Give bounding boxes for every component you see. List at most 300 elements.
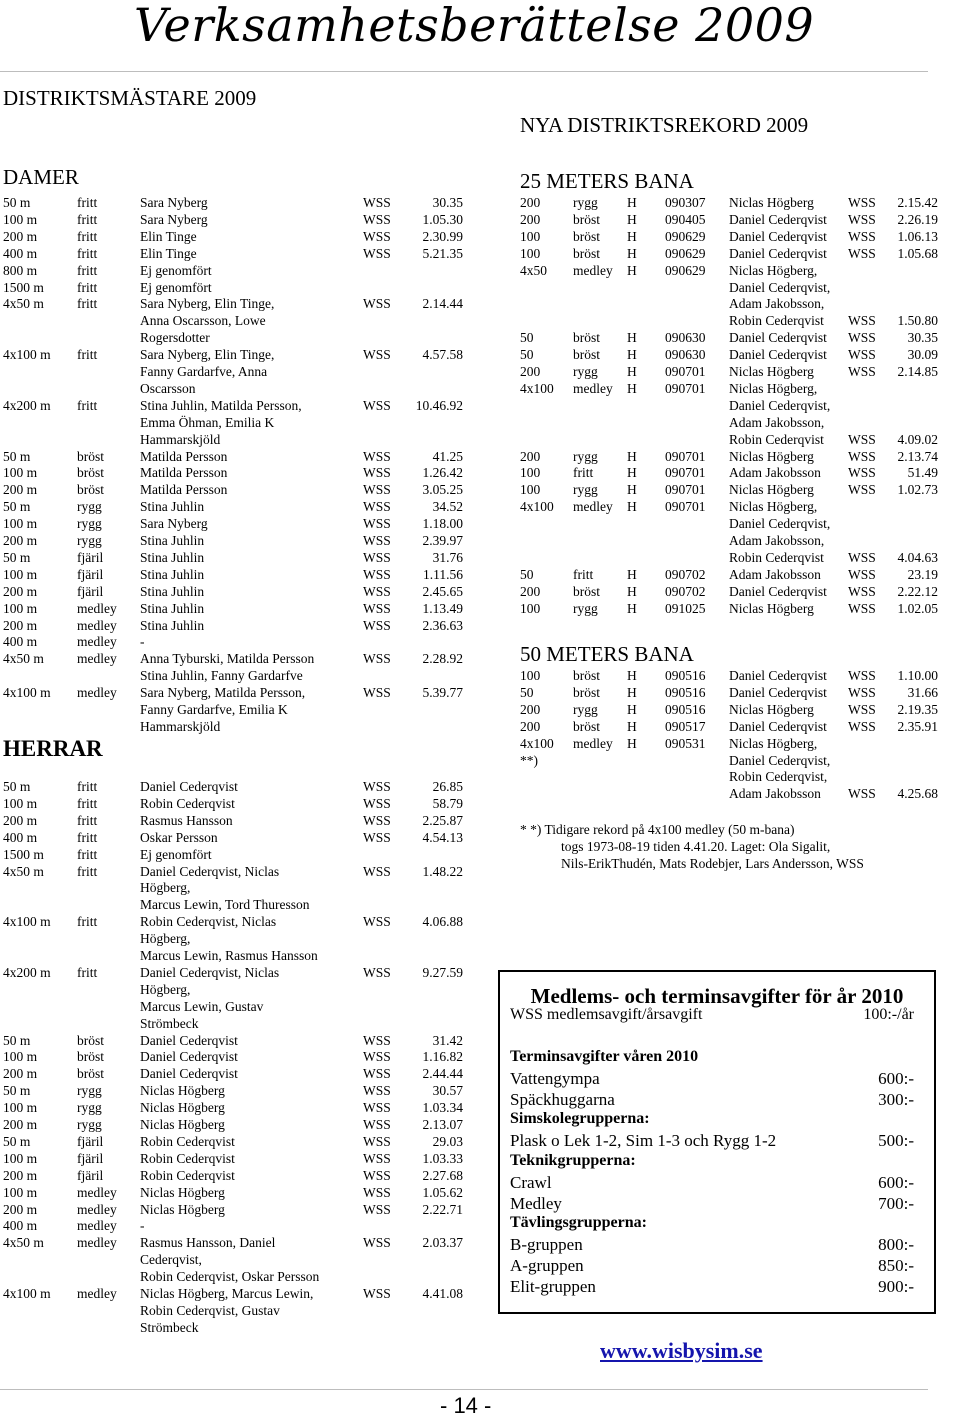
footnote-line-2: togs 1973-08-19 tiden 4.41.20. Laget: Ola Sigalit,: [561, 839, 831, 854]
stroke: bröst: [77, 1049, 104, 1065]
time: 1.26.42: [422, 465, 463, 481]
stroke: rygg: [77, 533, 102, 548]
distance: 4x100: [520, 499, 554, 515]
swimmer: Matilda Persson: [140, 448, 228, 464]
club: WSS: [363, 195, 391, 210]
distance: 100 m: [3, 1049, 38, 1065]
fee-value: 700:-: [878, 1193, 914, 1213]
time: 2.36.63: [422, 617, 463, 633]
club: WSS: [363, 533, 391, 548]
swimmer: Daniel Cederqvist: [140, 1032, 238, 1048]
gender: H: [627, 684, 637, 700]
club: WSS: [363, 964, 391, 980]
gender: H: [627, 262, 637, 278]
swimmer: Stina Juhlin, Fanny Gardarfve: [140, 668, 303, 684]
distance: 800 m: [3, 262, 38, 278]
time: 2.39.97: [422, 533, 463, 548]
club: WSS: [363, 1184, 391, 1200]
fee-label: A-gruppen: [510, 1256, 584, 1275]
gender: H: [627, 735, 637, 751]
swimmer: Robin Cederqvist: [729, 313, 824, 329]
swimmer: Niclas Högberg, Marcus Lewin,: [140, 1286, 314, 1301]
stroke: bröst: [77, 448, 104, 464]
time: 1.03.33: [422, 1150, 463, 1166]
fees-member-value: 100:-/år: [863, 1006, 914, 1023]
distance: 4x100 m: [3, 347, 51, 363]
stroke: fritt: [573, 566, 594, 582]
fee-label: Plask o Lek 1-2, Sim 1-3 och Rygg 1-2: [510, 1131, 777, 1151]
swimmer: -: [140, 634, 145, 650]
club: WSS: [848, 228, 876, 244]
club: WSS: [363, 863, 391, 879]
club: WSS: [363, 829, 391, 845]
time: 1.16.82: [422, 1049, 463, 1065]
swimmer: Niclas Högberg: [729, 195, 814, 210]
gender: H: [627, 195, 637, 210]
distance: 200: [520, 448, 541, 464]
club: WSS: [363, 397, 391, 413]
stroke: medley: [77, 1235, 117, 1251]
distance: 4x50 m: [3, 863, 44, 879]
time: 2.13.74: [897, 448, 938, 464]
distance: 100 m: [3, 465, 38, 481]
swimmer: Adam Jakobsson: [729, 786, 821, 802]
stroke: bröst: [573, 668, 600, 683]
club: WSS: [848, 482, 876, 498]
club: WSS: [848, 313, 876, 329]
swimmer: Stina Juhlin: [140, 499, 205, 515]
swimmer: Robin Cederqvist, Niclas: [140, 914, 277, 930]
swimmer: Rasmus Hansson, Daniel: [140, 1235, 276, 1251]
club: WSS: [363, 448, 391, 464]
swimmer: Daniel Cederqvist, Niclas: [140, 964, 280, 980]
stroke: bröst: [77, 482, 104, 498]
club: WSS: [363, 685, 391, 701]
time: 10.46.92: [415, 397, 463, 413]
time: 1.48.22: [422, 863, 463, 879]
date: 091025: [665, 600, 706, 616]
distance: 200: [520, 364, 541, 379]
time: 2.22.12: [897, 583, 938, 599]
swimmer: Emma Öhman, Emilia K: [140, 414, 275, 430]
damer-heading: DAMER: [3, 165, 79, 189]
stroke: bröst: [77, 1066, 104, 1082]
stroke: bröst: [573, 211, 600, 227]
fee-value: 600:-: [878, 1172, 914, 1192]
club: WSS: [363, 482, 391, 498]
club: WSS: [848, 786, 876, 802]
stroke: medley: [77, 651, 117, 667]
stroke: rygg: [573, 448, 598, 464]
bana25-heading: 25 METERS BANA: [520, 169, 694, 193]
distance: 100 m: [3, 600, 38, 616]
swimmer: Daniel Cederqvist,: [729, 752, 831, 768]
stroke: rygg: [77, 1083, 102, 1099]
gender: H: [627, 448, 637, 464]
distance: 200 m: [3, 617, 38, 633]
swimmer: Sara Nyberg: [140, 516, 208, 532]
time: 2.45.65: [422, 583, 463, 599]
swimmer: Daniel Cederqvist: [729, 668, 827, 683]
swimmer: Högberg,: [140, 981, 191, 997]
swimmer: Elin Tinge: [140, 245, 197, 261]
date: 090531: [665, 735, 706, 751]
distance: 400 m: [3, 829, 38, 845]
club: WSS: [363, 549, 391, 565]
distance: 50 m: [3, 448, 31, 464]
club: WSS: [363, 1201, 391, 1217]
swimmer: Strömbeck: [140, 1015, 199, 1031]
time: 3.05.25: [422, 482, 463, 498]
time: 2.22.71: [422, 1201, 463, 1217]
stroke: fritt: [77, 262, 98, 278]
time: 4.04.63: [897, 549, 938, 565]
fee-label: Terminsavgifter våren 2010: [510, 1048, 699, 1065]
distance: 100 m: [3, 516, 38, 532]
swimmer: Niclas Högberg: [140, 1117, 225, 1132]
fee-value: 850:-: [878, 1256, 914, 1275]
time: 5.21.35: [422, 245, 463, 261]
stroke: rygg: [77, 499, 102, 515]
stroke: medley: [77, 617, 117, 633]
stroke: fritt: [77, 914, 98, 930]
swimmer: Strömbeck: [140, 1319, 199, 1335]
gender: H: [627, 668, 637, 683]
stroke: fritt: [77, 245, 98, 261]
website-link[interactable]: www.wisbysim.se: [600, 1338, 763, 1363]
stroke: rygg: [573, 482, 598, 498]
stroke: fritt: [77, 964, 98, 980]
stroke: fritt: [77, 347, 98, 363]
club: WSS: [363, 617, 391, 633]
distance: 1500 m: [3, 279, 44, 295]
time: 30.35: [432, 195, 463, 210]
distance: 100 m: [3, 1100, 38, 1116]
fee-label: Späckhuggarna: [510, 1089, 615, 1109]
swimmer: Stina Juhlin: [140, 600, 205, 616]
swimmer: Stina Juhlin: [140, 533, 205, 548]
gender: H: [627, 330, 637, 346]
distance: 50 m: [3, 1083, 31, 1099]
stroke: medley: [77, 600, 117, 616]
swimmer: Daniel Cederqvist: [140, 779, 238, 794]
distance: 4x100 m: [3, 914, 51, 930]
distance: 1500 m: [3, 846, 44, 862]
stroke: medley: [77, 1286, 117, 1301]
stroke: fjäril: [77, 1167, 104, 1183]
gender: H: [627, 701, 637, 717]
fee-value: 600:-: [878, 1068, 914, 1088]
stroke: bröst: [573, 684, 600, 700]
club: WSS: [848, 195, 876, 210]
distance: 50 m: [3, 549, 31, 565]
footnote-line-3: Nils-ErikThudén, Mats Rodebjer, Lars Andersson, WSS: [561, 856, 864, 871]
swimmer: Niclas Högberg,: [729, 262, 818, 278]
swimmer: Niclas Högberg: [729, 701, 814, 717]
swimmer: Daniel Cederqvist: [729, 228, 827, 244]
distance: 50 m: [3, 779, 31, 794]
distance: 4x100: [520, 735, 554, 751]
fee-label: Teknikgrupperna:: [510, 1152, 636, 1169]
gender: H: [627, 347, 637, 363]
time: 2.15.42: [897, 195, 938, 210]
time: 2.35.91: [897, 718, 938, 734]
swimmer: Robin Cederqvist: [140, 1167, 235, 1183]
date: 090702: [665, 583, 706, 599]
distance: 4x100 m: [3, 685, 51, 701]
time: 23.19: [907, 566, 938, 582]
club: WSS: [848, 330, 876, 346]
club: WSS: [848, 583, 876, 599]
left-heading: DISTRIKTSMÄSTARE 2009: [3, 86, 257, 110]
date: 090629: [665, 245, 706, 261]
swimmer: Matilda Persson: [140, 482, 228, 498]
distance: 400 m: [3, 245, 38, 261]
date: 090702: [665, 566, 706, 582]
distance: 50: [520, 566, 534, 582]
swimmer: Robin Cederqvist: [729, 549, 824, 565]
time: 2.19.35: [897, 701, 938, 717]
time: 1.06.13: [897, 228, 938, 244]
swimmer: Högberg,: [140, 880, 191, 896]
fees-box: [498, 970, 936, 1314]
swimmer: Daniel Cederqvist: [729, 583, 827, 599]
swimmer: Anna Tyburski, Matilda Persson: [140, 651, 315, 667]
distance: 50 m: [3, 1133, 31, 1149]
swimmer: Elin Tinge: [140, 228, 197, 244]
time: 2.26.19: [897, 211, 938, 227]
swimmer: Niclas Högberg,: [729, 735, 818, 751]
time: 2.14.85: [897, 364, 938, 379]
distance: 200 m: [3, 1167, 38, 1183]
swimmer: Fanny Gardarfve, Emilia K: [140, 702, 288, 717]
stroke: rygg: [77, 1117, 102, 1132]
swimmer: Niclas Högberg: [729, 364, 814, 379]
fee-label: Tävlingsgrupperna:: [510, 1214, 647, 1232]
club: WSS: [363, 566, 391, 582]
distance: 50: [520, 330, 534, 346]
club: WSS: [363, 812, 391, 828]
distance: 50: [520, 347, 534, 363]
distance: 100: [520, 482, 541, 498]
swimmer: Daniel Cederqvist: [729, 245, 827, 261]
stroke: fritt: [77, 863, 98, 879]
time: 4.57.58: [422, 347, 463, 363]
stroke: bröst: [77, 465, 104, 481]
time: 31.66: [907, 684, 938, 700]
club: WSS: [363, 465, 391, 481]
time: 9.27.59: [422, 964, 463, 980]
fee-label: Vattengympa: [510, 1068, 600, 1088]
club: WSS: [848, 701, 876, 717]
swimmer: Rogersdotter: [140, 330, 210, 346]
time: 1.05.68: [897, 245, 938, 261]
time: 41.25: [432, 448, 463, 464]
stroke: fjäril: [77, 566, 104, 582]
club: WSS: [848, 347, 876, 363]
date: 090701: [665, 499, 706, 515]
distance: 50 m: [3, 195, 31, 210]
gender: H: [627, 499, 637, 515]
swimmer: Sara Nyberg, Elin Tinge,: [140, 347, 275, 363]
swimmer: Sara Nyberg, Matilda Persson,: [140, 685, 306, 701]
bana50-heading: 50 METERS BANA: [520, 642, 694, 666]
time: 1.02.73: [897, 482, 938, 498]
date: 090701: [665, 364, 706, 379]
distance: 4x200 m: [3, 964, 51, 980]
time: 30.57: [432, 1083, 463, 1099]
date: 090516: [665, 668, 706, 683]
stroke: fjäril: [77, 549, 104, 565]
fee-value: 300:-: [878, 1089, 914, 1109]
distance: 50: [520, 684, 534, 700]
swimmer: Ej genomfört: [140, 846, 212, 862]
club: WSS: [363, 1083, 391, 1099]
distance: 4x50 m: [3, 1235, 44, 1251]
swimmer: Stina Juhlin, Matilda Persson,: [140, 397, 302, 413]
gender: H: [627, 380, 637, 396]
swimmer: Niclas Högberg,: [729, 499, 818, 515]
time: 58.79: [432, 795, 463, 811]
time: 2.25.87: [422, 812, 463, 828]
gender: H: [627, 718, 637, 734]
stroke: medley: [573, 262, 613, 278]
club: WSS: [363, 516, 391, 532]
time: 2.28.92: [422, 651, 463, 667]
distance: 200: [520, 211, 541, 227]
swimmer: Rasmus Hansson: [140, 812, 233, 828]
distance: 100 m: [3, 211, 38, 227]
club: WSS: [363, 296, 391, 312]
fee-label: B-gruppen: [510, 1235, 583, 1255]
club: WSS: [848, 600, 876, 616]
fee-value: 500:-: [878, 1131, 914, 1151]
club: WSS: [363, 1032, 391, 1048]
right-heading: NYA DISTRIKTSREKORD 2009: [520, 113, 809, 137]
club: WSS: [363, 347, 391, 363]
top-rule: [0, 71, 928, 72]
time: 29.03: [432, 1133, 463, 1149]
stroke: fjäril: [77, 583, 104, 599]
stroke: fritt: [77, 211, 98, 227]
gender: H: [627, 245, 637, 261]
gender: H: [627, 465, 637, 481]
date: 090701: [665, 380, 706, 396]
stroke: medley: [573, 380, 613, 396]
fee-value: 900:-: [878, 1276, 914, 1296]
stroke: fjäril: [77, 1133, 104, 1149]
swimmer: Niclas Högberg: [729, 600, 814, 616]
distance: 4x200 m: [3, 397, 51, 413]
swimmer: Robin Cederqvist: [140, 1133, 235, 1149]
page-title: Verksamhetsberättelse 2009: [134, 0, 815, 52]
date: 090630: [665, 347, 706, 363]
club: WSS: [848, 718, 876, 734]
stroke: fjäril: [77, 1150, 104, 1166]
swimmer: Stina Juhlin: [140, 617, 205, 633]
stroke: bröst: [573, 228, 600, 244]
swimmer: Adam Jakobsson,: [729, 296, 825, 312]
time: 4.06.88: [422, 914, 463, 930]
swimmer: Adam Jakobsson,: [729, 533, 825, 548]
stroke: fritt: [77, 812, 98, 828]
stroke: medley: [77, 1218, 117, 1234]
gender: H: [627, 482, 637, 498]
time: 30.35: [907, 330, 938, 346]
fees-member-label: WSS medlemsavgift/årsavgift: [510, 1006, 703, 1023]
time: 2.30.99: [422, 228, 463, 244]
fee-label: Simskolegrupperna:: [510, 1110, 650, 1128]
time: 2.14.44: [422, 296, 463, 312]
swimmer: Robin Cederqvist,: [729, 769, 828, 785]
club: WSS: [848, 465, 876, 481]
stroke: fritt: [77, 296, 98, 312]
time: 1.18.00: [422, 516, 463, 532]
distance: 200 m: [3, 1117, 38, 1132]
distance: 200 m: [3, 1066, 38, 1082]
swimmer: Daniel Cederqvist: [729, 211, 827, 227]
distance: 100: [520, 465, 541, 481]
time: 5.39.77: [422, 685, 463, 701]
stroke: rygg: [573, 600, 598, 616]
swimmer: Oskar Persson: [140, 829, 218, 845]
time: 31.76: [432, 549, 463, 565]
swimmer: Robin Cederqvist: [140, 1150, 235, 1166]
swimmer: Niclas Högberg: [140, 1184, 225, 1200]
swimmer: Niclas Högberg,: [729, 380, 818, 396]
swimmer: Matilda Persson: [140, 465, 228, 481]
distance: 100 m: [3, 1184, 38, 1200]
page-number: - 14 -: [440, 1393, 492, 1418]
time: 1.03.34: [422, 1100, 463, 1116]
time: 2.27.68: [422, 1167, 463, 1183]
club: WSS: [848, 431, 876, 447]
stroke: bröst: [573, 583, 600, 599]
club: WSS: [848, 684, 876, 700]
stroke: bröst: [573, 347, 600, 363]
swimmer: Hammarskjöld: [140, 431, 221, 447]
swimmer: Robin Cederqvist: [140, 795, 235, 811]
swimmer: Marcus Lewin, Rasmus Hansson: [140, 948, 318, 963]
time: 4.09.02: [897, 431, 938, 447]
swimmer: Oscarsson: [140, 380, 196, 396]
stroke: bröst: [573, 245, 600, 261]
distance: 200 m: [3, 482, 38, 498]
time: 1.13.49: [422, 600, 463, 616]
date: 090516: [665, 684, 706, 700]
swimmer: Sara Nyberg: [140, 195, 208, 210]
swimmer: Stina Juhlin: [140, 549, 205, 565]
swimmer: Adam Jakobsson: [729, 566, 821, 582]
swimmer: Daniel Cederqvist,: [729, 279, 831, 295]
stroke: fritt: [77, 829, 98, 845]
club: WSS: [363, 211, 391, 227]
distance: 100: [520, 228, 541, 244]
time: 1.50.80: [897, 313, 938, 329]
club: WSS: [363, 1133, 391, 1149]
club: WSS: [363, 1066, 391, 1082]
swimmer: Daniel Cederqvist: [729, 347, 827, 363]
distance: 100: [520, 245, 541, 261]
club: WSS: [363, 914, 391, 930]
distance: 4x50 m: [3, 296, 44, 312]
swimmer: Daniel Cederqvist: [140, 1066, 238, 1082]
distance: 50 m: [3, 499, 31, 515]
swimmer: Cederqvist,: [140, 1252, 202, 1268]
time: 34.52: [432, 499, 463, 515]
stroke: rygg: [573, 364, 598, 379]
stroke: medley: [77, 1201, 117, 1217]
